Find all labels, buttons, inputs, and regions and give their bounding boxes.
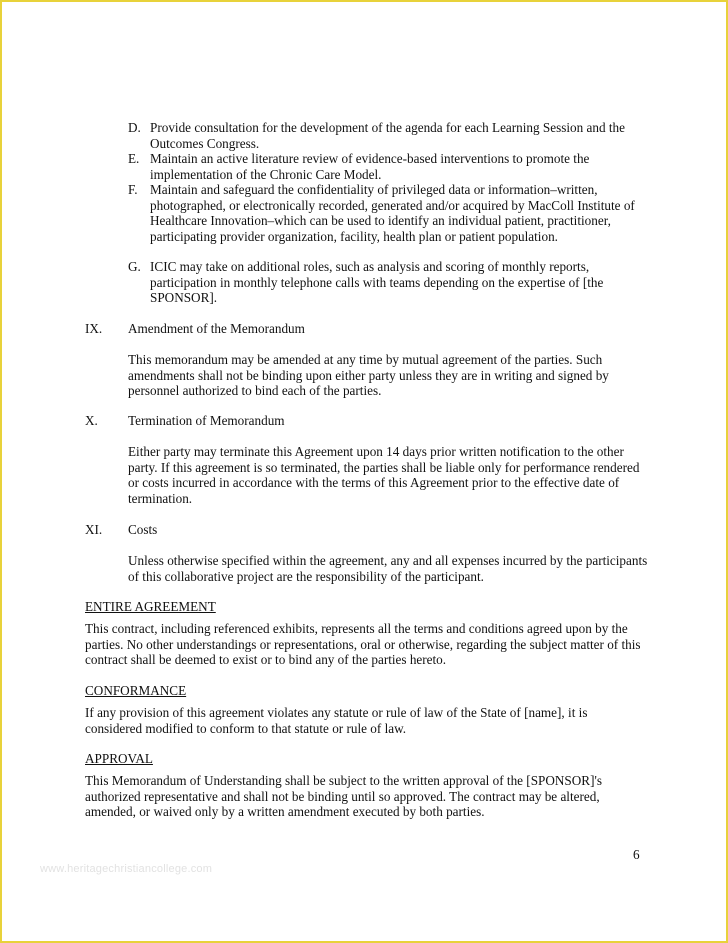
list-letter: D. xyxy=(128,120,141,135)
list-text: ICIC may take on additional roles, such as analysis and scoring of monthly reports, participation in monthly telephone calls with teams depending on the expertise of [the SPONSOR]. xyxy=(150,259,604,306)
list-letter: G. xyxy=(128,259,141,274)
page-number: 6 xyxy=(633,847,640,862)
clause-text: If any provision of this agreement violates any statute or rule of law of the State of [name], it is considered modified to conform to that statute or rule of law. xyxy=(85,705,588,736)
section-title: Amendment of the Memorandum xyxy=(128,321,305,336)
list-text: Provide consultation for the development of the agenda for each Learning Session and the Outcomes Congress. xyxy=(150,120,625,151)
section-title: Termination of Memorandum xyxy=(128,413,285,428)
section-number: XI. xyxy=(85,522,103,537)
section-number: X. xyxy=(85,413,98,428)
list-letter: F. xyxy=(128,182,138,197)
section-body: Unless otherwise specified within the agreement, any and all expenses incurred by the participants of this collaborative project are the responsibility of the participant. xyxy=(128,553,648,584)
clause-heading: APPROVAL xyxy=(85,751,153,766)
list-text: Maintain and safeguard the confidentiality of privileged data or information–written, photographed, or electronically recorded, generated and/or acquired by MacColl Institute of Healthcare Innovation–which can be used to identify an individual patient, practitioner, participating provider organization, facility, health plan or patient population. xyxy=(150,182,635,244)
section-body: Either party may terminate this Agreement upon 14 days prior written notification to the other party. If this agreement is so terminated, the parties shall be liable only for performance rendered or costs incurred in accordance with the terms of this Agreement prior to the effective date of termination. xyxy=(128,444,640,506)
clause-text: This contract, including referenced exhibits, represents all the terms and conditions agreed upon by the parties. No other understandings or representations, oral or otherwise, regarding the subject matter of this contract shall be deemed to exist or to bind any of the parties hereto. xyxy=(85,621,641,668)
section-number: IX. xyxy=(85,321,103,336)
list-letter: E. xyxy=(128,151,140,166)
list-text: Maintain an active literature review of evidence-based interventions to promote the implementation of the Chronic Care Model. xyxy=(150,151,590,182)
section-body: This memorandum may be amended at any time by mutual agreement of the parties. Such amendments shall not be binding upon either party unless they are in writing and signed by personnel authorized to bind each of the parties. xyxy=(128,352,609,399)
clause-text: This Memorandum of Understanding shall be subject to the written approval of the [SPONSOR]'s authorized representative and shall not be binding until so approved. The contract may be altered, amended, or waived only by a written amendment executed by both parties. xyxy=(85,773,602,820)
section-title: Costs xyxy=(128,522,158,537)
clause-heading: CONFORMANCE xyxy=(85,683,187,698)
watermark: www.heritagechristiancollege.com xyxy=(40,863,213,875)
clause-heading: ENTIRE AGREEMENT xyxy=(85,599,216,614)
